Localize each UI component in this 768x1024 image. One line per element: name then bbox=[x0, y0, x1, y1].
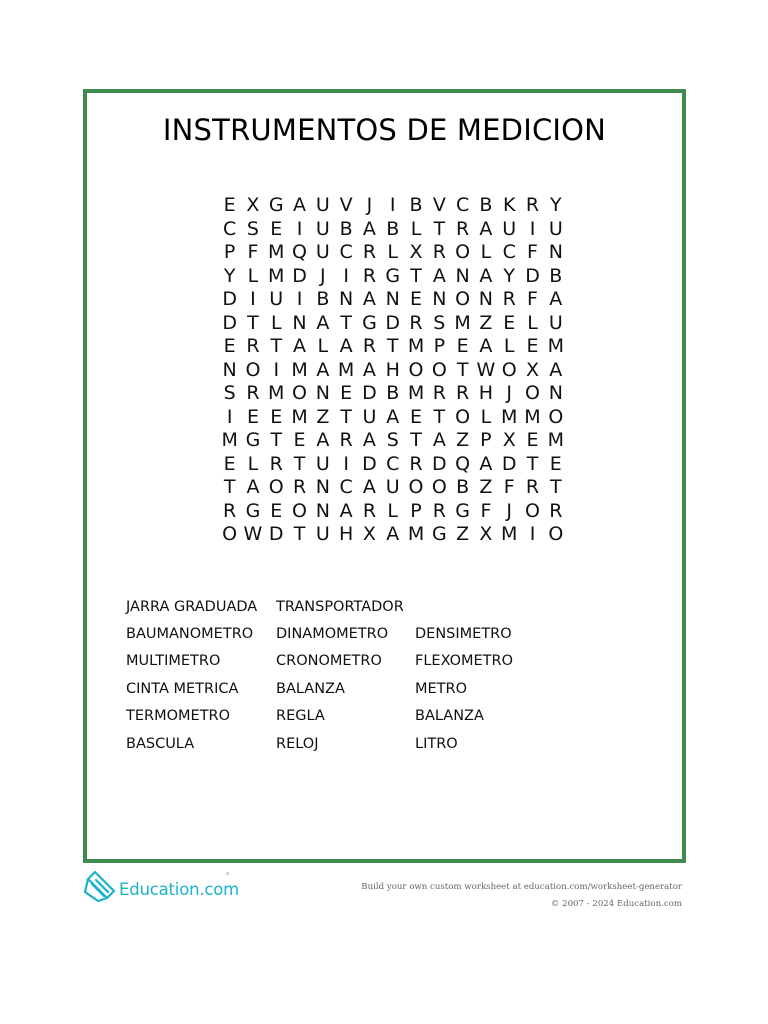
grid-letter: R bbox=[362, 241, 377, 263]
grid-letter: R bbox=[525, 476, 540, 498]
grid-letter: N bbox=[315, 499, 330, 522]
grid-letter: A bbox=[246, 476, 260, 498]
grid-letter: G bbox=[431, 523, 447, 545]
grid-letter: T bbox=[410, 264, 422, 287]
grid-letter: A bbox=[386, 523, 400, 545]
grid-letter: E bbox=[410, 288, 423, 310]
grid-letter: B bbox=[386, 217, 400, 240]
grid-letter: A bbox=[362, 476, 376, 498]
grid-letter: M bbox=[268, 264, 285, 287]
grid-letter: A bbox=[386, 405, 400, 428]
grid-letter: A bbox=[362, 358, 376, 381]
grid-letter: I bbox=[273, 358, 280, 381]
grid-letter: O bbox=[408, 358, 424, 381]
grid-letter: A bbox=[293, 335, 307, 357]
grid-letter: A bbox=[479, 335, 493, 357]
grid-letter: A bbox=[432, 264, 446, 287]
grid-letter: R bbox=[269, 452, 283, 475]
word-list-item: RELOJ bbox=[276, 735, 319, 752]
grid-letter: Z bbox=[316, 405, 330, 428]
grid-letter: L bbox=[247, 264, 259, 287]
grid-letter: L bbox=[247, 452, 259, 475]
grid-letter: H bbox=[338, 523, 354, 545]
grid-letter: T bbox=[293, 452, 306, 475]
worksheet-title: INSTRUMENTOS DE MEDICION bbox=[162, 113, 607, 147]
grid-letter: O bbox=[245, 358, 261, 381]
grid-letter: O bbox=[525, 382, 540, 404]
grid-letter: S bbox=[223, 382, 236, 404]
grid-letter: S bbox=[433, 311, 446, 334]
grid-letter: M bbox=[501, 523, 518, 545]
grid-letter: R bbox=[502, 288, 516, 310]
word-list-item: LITRO bbox=[415, 735, 458, 752]
word-list-row bbox=[126, 730, 555, 757]
grid-letter: A bbox=[549, 358, 563, 381]
grid-letter: P bbox=[223, 241, 236, 263]
grid-letter: I bbox=[529, 523, 536, 545]
grid-letter: T bbox=[247, 311, 259, 334]
grid-letter: H bbox=[478, 382, 494, 404]
grid-letter: M bbox=[547, 335, 564, 357]
footer-build-text[interactable]: Build your own custom worksheet at education.com/worksheet-generator bbox=[361, 882, 682, 892]
grid-letter: E bbox=[223, 194, 236, 216]
grid-letter: K bbox=[502, 194, 516, 216]
grid-letter: R bbox=[456, 217, 470, 240]
grid-letter: M bbox=[407, 382, 425, 404]
grid-letter: D bbox=[525, 264, 540, 287]
word-list-item: DINAMOMETRO bbox=[276, 626, 389, 643]
word-list-item: DENSIMETRO bbox=[415, 626, 512, 643]
grid-letter: A bbox=[316, 429, 330, 451]
word-list-row bbox=[126, 620, 555, 647]
grid-letter: I bbox=[296, 288, 303, 310]
grid-letter: N bbox=[315, 382, 330, 404]
grid-letter: R bbox=[409, 311, 423, 334]
grid-letter: V bbox=[339, 194, 353, 216]
grid-letter: U bbox=[362, 405, 377, 428]
grid-letter: Y bbox=[223, 264, 236, 287]
grid-letter: E bbox=[526, 335, 539, 357]
grid-letter: T bbox=[386, 335, 399, 357]
grid-letter: L bbox=[317, 335, 329, 357]
grid-letter: R bbox=[409, 452, 423, 475]
grid-letter: B bbox=[386, 382, 400, 404]
grid-letter: T bbox=[410, 429, 422, 451]
grid-letter: M bbox=[221, 429, 238, 451]
grid-letter: L bbox=[503, 335, 515, 357]
grid-letter: N bbox=[548, 382, 563, 404]
grid-letter: B bbox=[549, 264, 563, 287]
grid-letter: X bbox=[525, 358, 540, 381]
grid-letter: U bbox=[315, 241, 330, 263]
grid-letter: O bbox=[431, 476, 447, 498]
word-list-item: BALANZA bbox=[276, 680, 345, 697]
grid-letter: D bbox=[501, 452, 517, 475]
grid-letter: T bbox=[223, 476, 236, 498]
grid-letter: G bbox=[245, 429, 261, 451]
education-logo[interactable] bbox=[82, 870, 239, 908]
grid-letter: A bbox=[549, 288, 563, 310]
grid-letter: I bbox=[296, 217, 303, 240]
grid-letter: O bbox=[292, 499, 308, 522]
grid-letter: E bbox=[549, 452, 562, 475]
grid-letter: L bbox=[480, 405, 492, 428]
grid-letter: L bbox=[410, 217, 422, 240]
word-list-item: BALANZA bbox=[415, 708, 484, 725]
grid-letter: M bbox=[524, 405, 541, 428]
grid-letter: Q bbox=[455, 452, 471, 475]
grid-letter: T bbox=[433, 217, 446, 240]
grid-letter: A bbox=[362, 217, 376, 240]
grid-letter: J bbox=[366, 194, 373, 216]
grid-letter: O bbox=[455, 241, 471, 263]
grid-letter: T bbox=[456, 358, 469, 381]
grid-letter: O bbox=[431, 358, 447, 381]
grid-letter: I bbox=[343, 452, 349, 475]
grid-letter: C bbox=[455, 194, 470, 216]
grid-letter: A bbox=[316, 311, 330, 334]
grid-letter: M bbox=[268, 241, 285, 263]
grid-letter: G bbox=[385, 264, 401, 287]
grid-letter: N bbox=[315, 476, 330, 498]
word-list-row bbox=[126, 648, 555, 675]
grid-letter: U bbox=[315, 194, 330, 216]
grid-letter: S bbox=[386, 429, 399, 451]
footer-dot bbox=[226, 872, 229, 875]
grid-letter: P bbox=[480, 429, 492, 451]
grid-letter: R bbox=[362, 264, 377, 287]
grid-letter: A bbox=[479, 264, 493, 287]
grid-letter: M bbox=[291, 358, 308, 381]
grid-letter: Q bbox=[292, 241, 308, 263]
word-list-row bbox=[126, 675, 555, 702]
grid-letter: M bbox=[291, 405, 308, 428]
word-list-item: JARRA GRADUADA bbox=[126, 598, 258, 615]
grid-letter: Y bbox=[550, 194, 562, 216]
grid-letter: S bbox=[246, 217, 259, 240]
grid-letter: E bbox=[246, 405, 259, 428]
grid-letter: U bbox=[548, 311, 563, 334]
word-list-item: CINTA METRICA bbox=[126, 680, 239, 697]
grid-letter: A bbox=[362, 429, 376, 451]
grid-letter: A bbox=[432, 429, 446, 451]
grid-letter: D bbox=[222, 288, 237, 310]
word-list-item: MULTIMETRO bbox=[126, 653, 221, 670]
grid-letter: D bbox=[268, 523, 284, 545]
word-list-item: FLEXOMETRO bbox=[415, 653, 514, 670]
grid-letter: A bbox=[339, 335, 353, 357]
grid-letter: C bbox=[223, 217, 237, 240]
grid-letter: H bbox=[385, 358, 400, 381]
grid-letter: D bbox=[292, 264, 307, 287]
worksheet-frame bbox=[83, 89, 686, 863]
grid-letter: E bbox=[293, 429, 306, 451]
word-list-item: TERMOMETRO bbox=[126, 708, 231, 725]
grid-letter: A bbox=[362, 288, 376, 310]
grid-letter: E bbox=[340, 382, 353, 404]
grid-letter: T bbox=[526, 452, 539, 475]
grid-letter: A bbox=[479, 217, 493, 240]
grid-letter: B bbox=[479, 194, 493, 216]
grid-letter: M bbox=[337, 358, 355, 381]
grid-letter: F bbox=[503, 476, 515, 498]
grid-letter: F bbox=[247, 241, 259, 263]
word-list-item: CRONOMETRO bbox=[276, 653, 382, 670]
grid-letter: R bbox=[362, 499, 377, 522]
grid-letter: P bbox=[410, 499, 422, 522]
grid-letter: X bbox=[409, 241, 423, 263]
grid-letter: E bbox=[503, 311, 516, 334]
grid-letter: I bbox=[343, 264, 349, 287]
grid-letter: R bbox=[246, 382, 260, 404]
grid-letter: U bbox=[269, 288, 284, 310]
grid-letter: T bbox=[340, 311, 352, 334]
word-list-item: TRANSPORTADOR bbox=[276, 598, 404, 615]
grid-letter: N bbox=[292, 311, 307, 334]
grid-letter: R bbox=[432, 499, 446, 522]
grid-letter: X bbox=[246, 194, 260, 216]
grid-letter: T bbox=[293, 523, 306, 545]
grid-letter: G bbox=[362, 311, 377, 334]
grid-letter: B bbox=[409, 194, 423, 216]
word-list-item: BASCULA bbox=[126, 735, 195, 752]
grid-letter: D bbox=[385, 311, 401, 334]
grid-letter: I bbox=[389, 194, 396, 216]
grid-letter: Z bbox=[456, 523, 470, 545]
word-list-row bbox=[126, 703, 555, 730]
grid-letter: M bbox=[547, 429, 564, 451]
grid-letter: J bbox=[506, 499, 513, 522]
grid-letter: A bbox=[293, 194, 307, 216]
grid-letter: W bbox=[243, 523, 263, 545]
grid-letter: R bbox=[246, 335, 260, 357]
grid-letter: B bbox=[316, 288, 330, 310]
grid-letter: A bbox=[339, 499, 353, 522]
grid-letter: X bbox=[502, 429, 516, 451]
grid-letter: N bbox=[385, 288, 400, 310]
grid-letter: R bbox=[432, 241, 446, 263]
grid-letter: O bbox=[292, 382, 308, 404]
grid-letter: L bbox=[480, 241, 492, 263]
grid-letter: O bbox=[455, 288, 471, 310]
grid-letter: L bbox=[527, 311, 538, 334]
grid-letter: C bbox=[339, 476, 353, 498]
grid-letter: N bbox=[455, 264, 470, 287]
grid-letter: F bbox=[480, 499, 492, 522]
grid-letter: U bbox=[385, 476, 400, 498]
word-list-item: REGLA bbox=[276, 708, 325, 725]
grid-letter: O bbox=[525, 499, 540, 522]
grid-letter: Z bbox=[479, 476, 493, 498]
grid-letter: U bbox=[315, 217, 330, 240]
grid-letter: M bbox=[454, 311, 471, 334]
grid-letter: E bbox=[526, 429, 539, 451]
grid-letter: F bbox=[527, 241, 538, 263]
word-list-item: BAUMANOMETRO bbox=[126, 626, 254, 643]
grid-letter: E bbox=[410, 405, 423, 428]
word-list bbox=[126, 593, 555, 757]
grid-letter: E bbox=[456, 335, 469, 357]
grid-letter: O bbox=[222, 523, 238, 545]
grid-letter: T bbox=[550, 476, 562, 498]
education-pencil-logo-icon bbox=[82, 870, 116, 908]
grid-letter: A bbox=[479, 452, 493, 475]
grid-letter: M bbox=[501, 405, 518, 428]
grid-letter: N bbox=[478, 288, 494, 310]
grid-letter: T bbox=[340, 405, 352, 428]
grid-letter: O bbox=[548, 405, 564, 428]
grid-letter: D bbox=[222, 311, 237, 334]
grid-letter: P bbox=[433, 335, 446, 357]
grid-letter: A bbox=[316, 358, 330, 381]
grid-letter: J bbox=[506, 382, 513, 404]
grid-letter: T bbox=[270, 335, 283, 357]
grid-letter: L bbox=[387, 499, 399, 522]
grid-letter: R bbox=[456, 382, 470, 404]
letter-grid bbox=[218, 194, 567, 547]
grid-letter: B bbox=[339, 217, 353, 240]
grid-letter: D bbox=[362, 452, 377, 475]
grid-letter: R bbox=[292, 476, 307, 498]
grid-letter: D bbox=[362, 382, 377, 404]
grid-letter: D bbox=[432, 452, 447, 475]
grid-letter: E bbox=[223, 335, 236, 357]
grid-letter: I bbox=[529, 217, 536, 240]
grid-letter: U bbox=[548, 217, 563, 240]
footer-copyright: © 2007 - 2024 Education.com bbox=[550, 899, 682, 909]
grid-letter: R bbox=[549, 499, 563, 522]
grid-letter: R bbox=[432, 382, 446, 404]
grid-letter: O bbox=[408, 476, 424, 498]
grid-letter: T bbox=[433, 405, 446, 428]
grid-letter: O bbox=[268, 476, 284, 498]
grid-letter: C bbox=[339, 241, 353, 263]
grid-letter: V bbox=[432, 194, 446, 216]
grid-letter: W bbox=[476, 358, 496, 381]
grid-letter: U bbox=[315, 452, 330, 475]
grid-letter: M bbox=[407, 335, 425, 357]
grid-letter: R bbox=[339, 429, 353, 451]
grid-letter: G bbox=[455, 499, 470, 522]
grid-letter: N bbox=[222, 358, 237, 381]
grid-letter: O bbox=[455, 405, 471, 428]
grid-letter: U bbox=[315, 523, 330, 545]
grid-letter: I bbox=[226, 405, 233, 428]
grid-letter: N bbox=[548, 241, 563, 263]
grid-letter: U bbox=[502, 217, 517, 240]
grid-letter: B bbox=[456, 476, 470, 498]
grid-letter: F bbox=[527, 288, 538, 310]
word-list-item: METRO bbox=[415, 680, 468, 697]
grid-letter: C bbox=[386, 452, 400, 475]
grid-letter: E bbox=[223, 452, 236, 475]
grid-letter: J bbox=[320, 264, 326, 287]
grid-letter: I bbox=[250, 288, 256, 310]
grid-letter: G bbox=[268, 194, 284, 216]
grid-letter: R bbox=[362, 335, 377, 357]
grid-letter: M bbox=[268, 382, 285, 404]
grid-letter: R bbox=[525, 194, 540, 216]
grid-letter: Z bbox=[479, 311, 493, 334]
grid-letter: R bbox=[223, 499, 237, 522]
education-logo-text: Education.com bbox=[119, 879, 240, 899]
grid-letter: L bbox=[270, 311, 282, 334]
grid-letter: N bbox=[432, 288, 447, 310]
grid-letter: X bbox=[479, 523, 493, 545]
grid-letter: Z bbox=[456, 429, 470, 451]
grid-letter: G bbox=[245, 499, 261, 522]
grid-letter: O bbox=[548, 523, 564, 545]
grid-letter: E bbox=[270, 499, 283, 522]
grid-letter: M bbox=[407, 523, 425, 545]
grid-letter: E bbox=[270, 217, 283, 240]
grid-letter: Y bbox=[503, 264, 516, 287]
grid-letter: T bbox=[270, 429, 283, 451]
grid-letter: C bbox=[502, 241, 516, 263]
grid-letter: X bbox=[362, 523, 376, 545]
grid-letter: E bbox=[270, 405, 283, 428]
grid-letter: O bbox=[501, 358, 517, 381]
grid-letter: L bbox=[387, 241, 399, 263]
word-list-row bbox=[126, 593, 555, 620]
grid-letter: N bbox=[339, 288, 354, 310]
